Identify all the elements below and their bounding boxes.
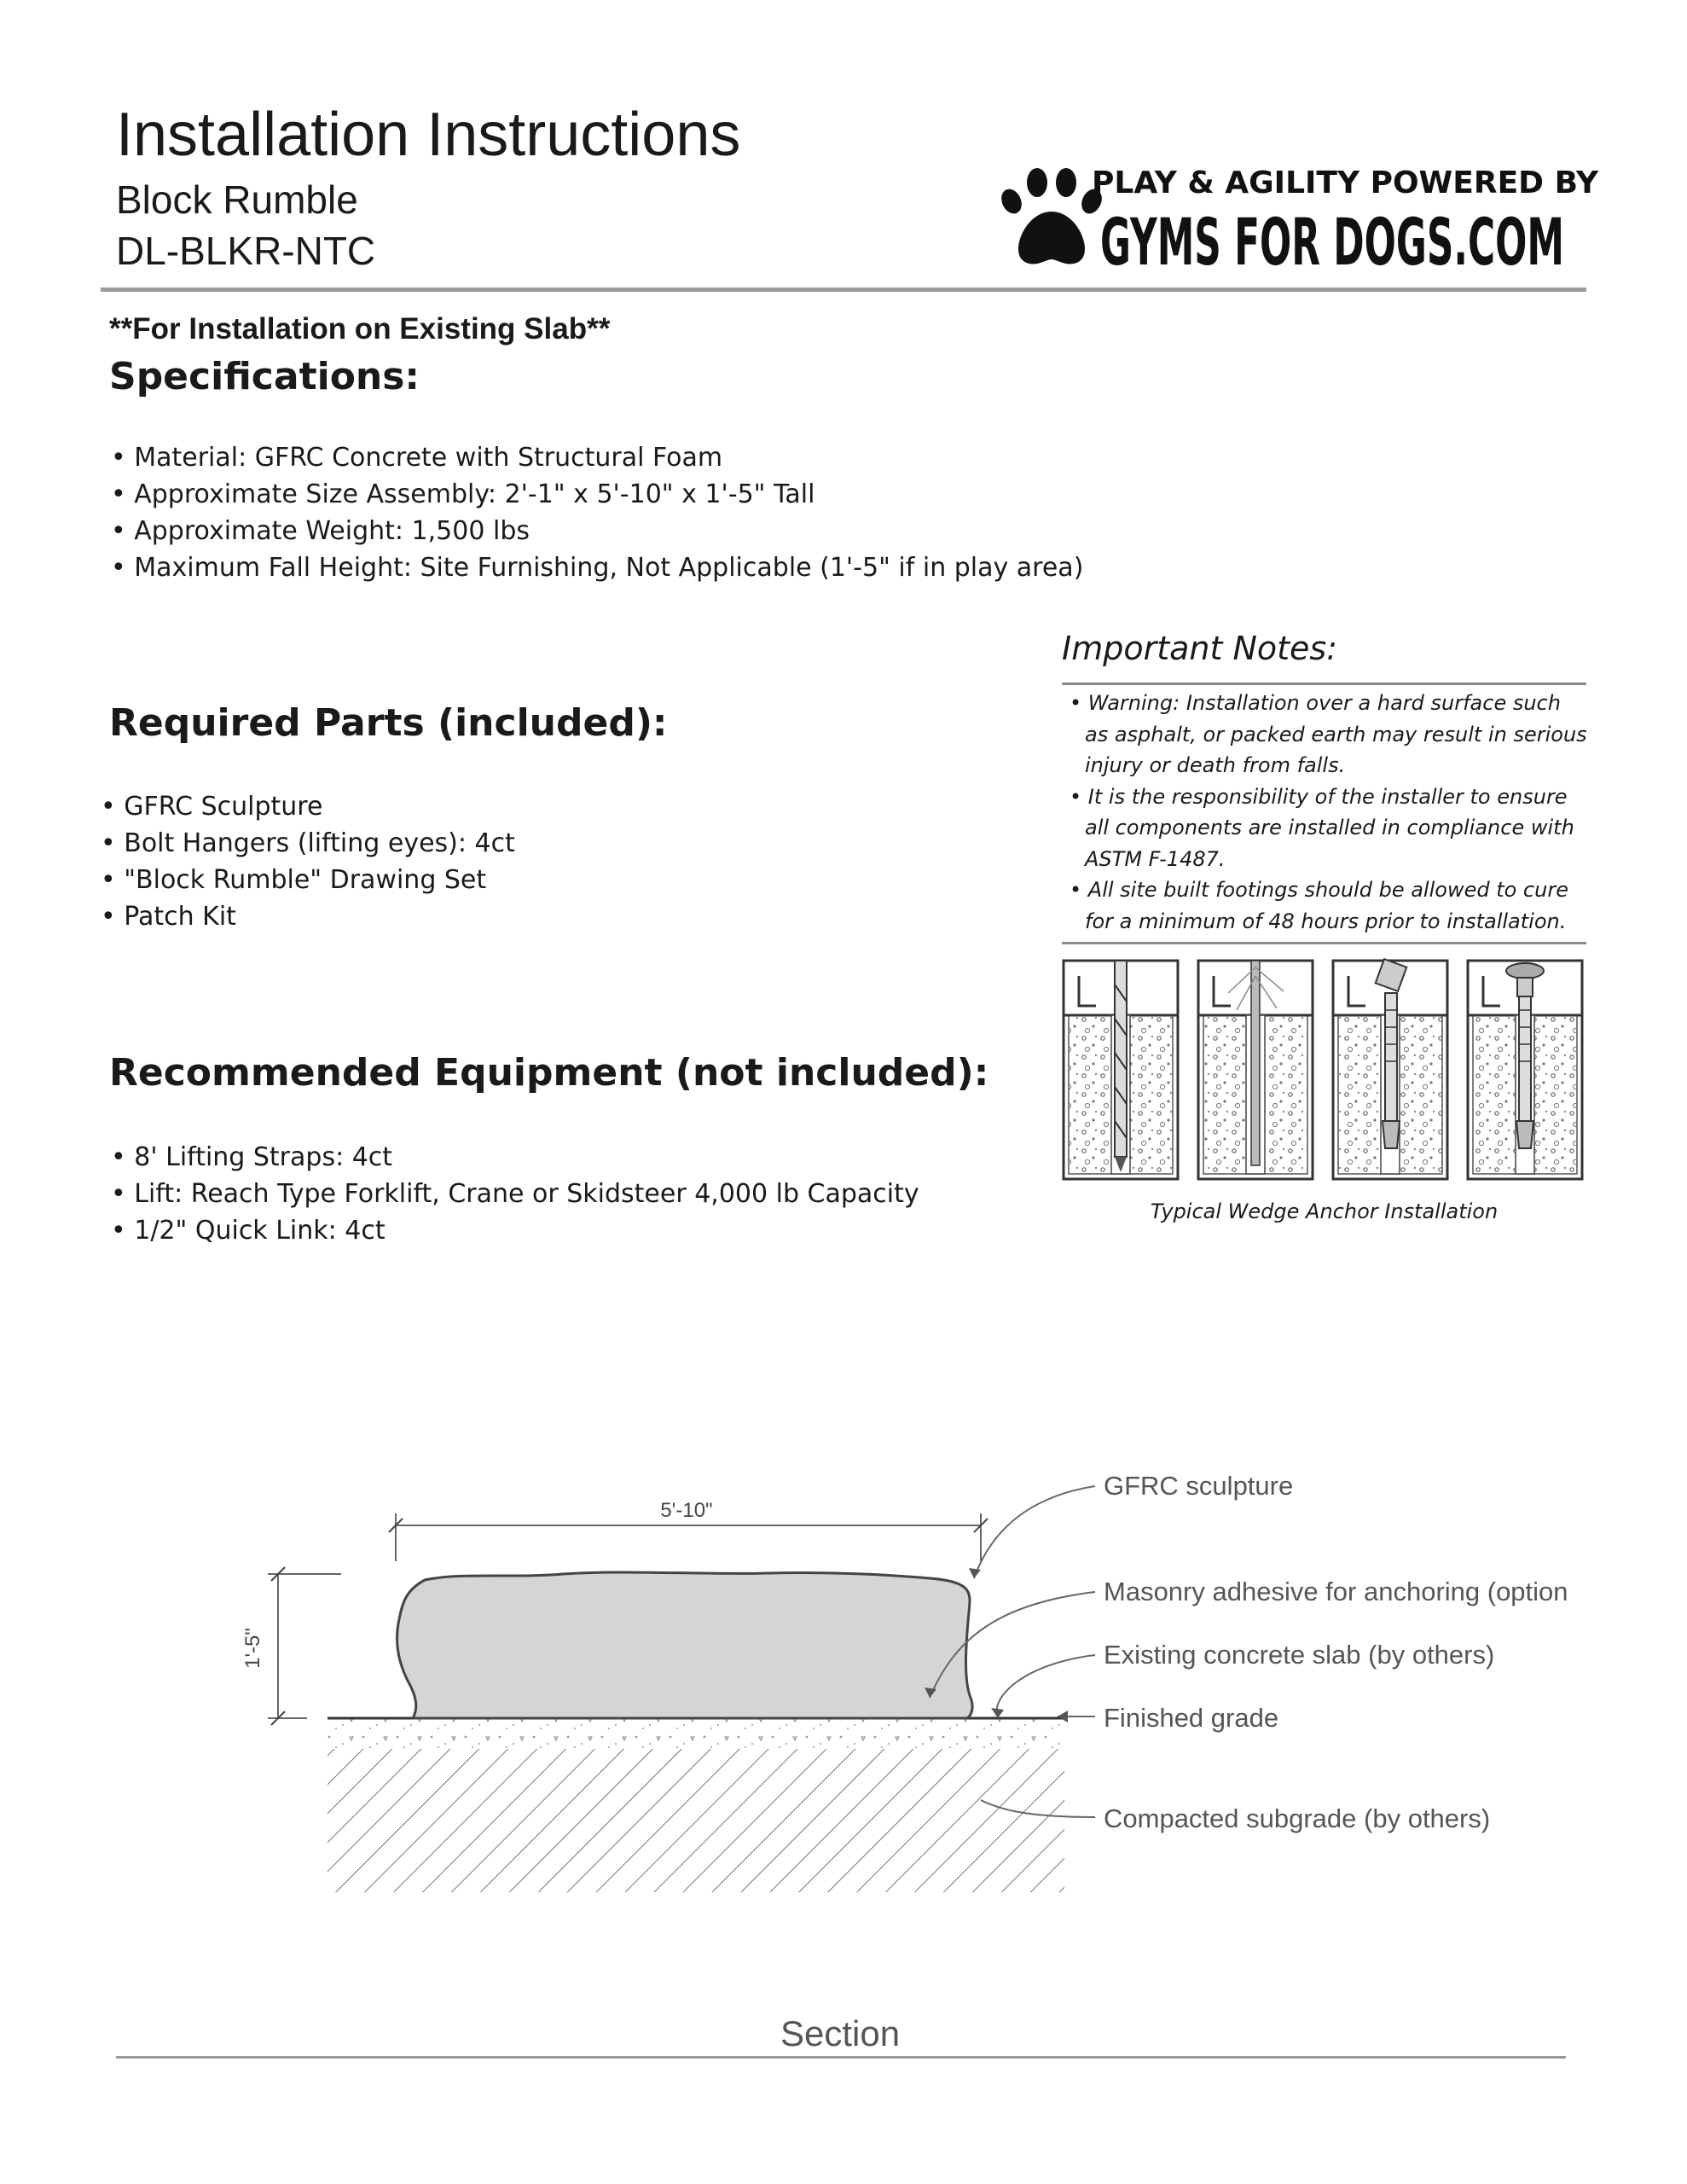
list-item: • Patch Kit [101, 898, 515, 935]
list-item: • "Block Rumble" Drawing Set [101, 862, 515, 898]
gfrc-sculpture-shape [397, 1572, 972, 1718]
anchor-step-insert [1333, 959, 1447, 1179]
callout-finished-grade: Finished grade [1104, 1703, 1279, 1733]
width-dimension [389, 1499, 988, 1561]
important-notes-list [1066, 688, 1588, 937]
footer-divider [116, 2056, 1566, 2059]
logo-tagline: PLAY & AGILITY POWERED BY [1092, 166, 1599, 200]
list-item: • Bolt Hangers (lifting eyes): 4ct [101, 825, 515, 862]
compacted-subgrade [328, 1749, 1064, 1892]
important-notes-heading: Important Notes: [1062, 630, 1338, 667]
list-item: • It is the responsibility of the installer to ensure all components are installed in compliance with ASTM F-1487. [1066, 781, 1588, 875]
callout-masonry-adhesive: Masonry adhesive for anchoring (option [1104, 1577, 1568, 1606]
existing-concrete-slab [328, 1718, 1064, 1749]
anchor-step-tighten [1468, 961, 1582, 1179]
specifications-heading: Specifications: [109, 355, 420, 398]
logo-brand: GYMS FOR DOGS.COM [1100, 204, 1564, 280]
product-code: DL-BLKR-NTC [116, 229, 376, 273]
paw-print-icon [998, 168, 1106, 264]
anchor-step-clean [1198, 961, 1313, 1179]
list-item: • Approximate Weight: 1,500 lbs [111, 513, 1083, 549]
gyms-for-dogs-logo [981, 162, 1599, 282]
recommended-equipment-heading: Recommended Equipment (not included): [109, 1051, 989, 1095]
anchor-figure-caption: Typical Wedge Anchor Installation [1150, 1199, 1499, 1223]
anchor-step-drill [1064, 961, 1178, 1179]
list-item: • Lift: Reach Type Forklift, Crane or Skidsteer 4,000 lb Capacity [111, 1176, 919, 1212]
notes-divider-top [1062, 682, 1586, 685]
list-item: • GFRC Sculpture [101, 788, 515, 825]
header-divider [101, 288, 1586, 292]
list-item: • All site built footings should be allowed to cure for a minimum of 48 hours prior to installation. [1066, 874, 1588, 937]
specifications-list [111, 439, 1083, 586]
height-dimension [241, 1567, 341, 1725]
list-item: • Warning: Installation over a hard surface such as asphalt, or packed earth may result in serious injury or death from falls. [1066, 688, 1588, 781]
document-title: Installation Instructions [116, 101, 741, 169]
list-item: • 8' Lifting Straps: 4ct [111, 1139, 919, 1176]
list-item: • Approximate Size Assembly: 2'-1" x 5'-10" x 1'-5" Tall [111, 476, 1083, 513]
list-item: • Maximum Fall Height: Site Furnishing, Not Applicable (1'-5" if in play area) [111, 549, 1083, 586]
required-parts-heading: Required Parts (included): [109, 701, 668, 745]
section-drawing [241, 1450, 1578, 1928]
slab-note: **For Installation on Existing Slab** [109, 312, 611, 346]
product-name: Block Rumble [116, 177, 358, 222]
list-item: • Material: GFRC Concrete with Structural Foam [111, 439, 1083, 476]
callout-gfrc-sculpture: GFRC sculpture [1104, 1471, 1294, 1501]
required-parts-list [101, 788, 515, 935]
wedge-anchor-figure [1062, 959, 1586, 1182]
list-item: • 1/2" Quick Link: 4ct [111, 1212, 919, 1249]
callout-compacted-subgrade: Compacted subgrade (by others) [1104, 1804, 1491, 1833]
width-dimension-label: 5'-10" [660, 1499, 713, 1522]
callout-existing-slab: Existing concrete slab (by others) [1104, 1640, 1495, 1670]
recommended-equipment-list [111, 1139, 919, 1249]
section-title: Section [780, 2013, 901, 2053]
height-dimension-label: 1'-5" [241, 1628, 264, 1669]
notes-divider-bottom [1062, 942, 1586, 944]
